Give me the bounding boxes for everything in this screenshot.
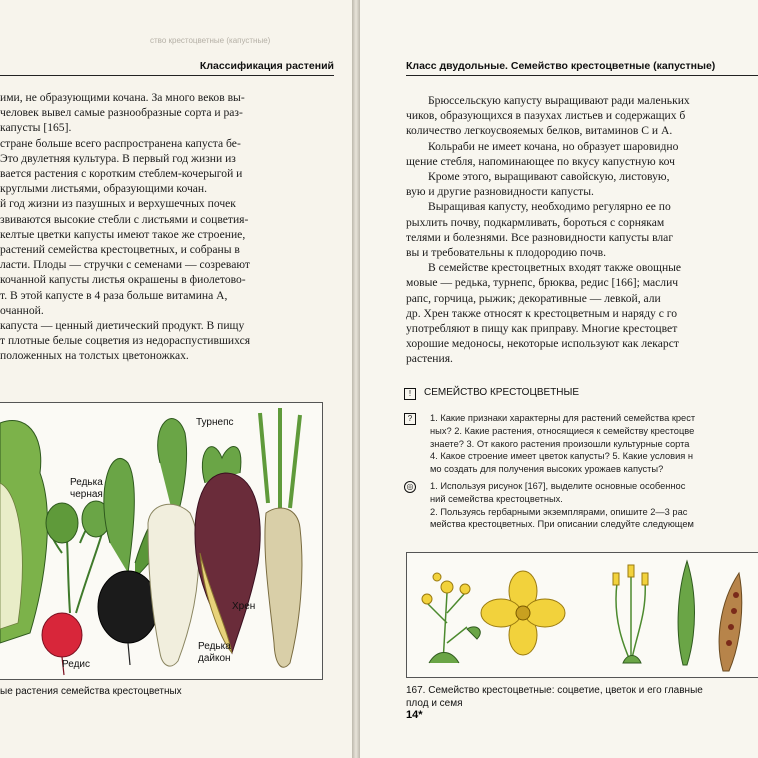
text-line: растения. <box>406 352 453 366</box>
ghost-header: ство крестоцветные (капустные) <box>150 36 271 45</box>
label-radish: Редис <box>62 659 90 670</box>
text-line: Это двулетняя культура. В первый год жизни из <box>0 151 236 165</box>
text-line: й год жизни из пазушных и верхушечных почек <box>0 197 236 211</box>
text-line: телями и болезнями. Все разновидности капусты влаг <box>406 230 674 244</box>
text-line: положенных на толстых цветоножках. <box>0 349 189 363</box>
text-line: 167. Семейство крестоцветные: соцветие, цветок и его главные <box>406 685 703 696</box>
left-running-header: Классификация растений <box>0 60 334 76</box>
text-line: употребляют в пищу как приправу. Многие крестоцвет <box>406 322 678 336</box>
label-black-radish: Редька черная <box>70 477 103 500</box>
page-number: 14* <box>406 709 423 721</box>
right-running-header: Класс двудольные. Семейство крестоцветные (капустные) <box>406 60 758 76</box>
text-line: щение стебля, напоминающее по вкусу капустную коч <box>406 154 675 168</box>
text-line: стране больше всего распространена капуста бе- <box>0 136 241 150</box>
text-line: 1. Какие признаки характерны для растений семейства крест <box>430 413 696 423</box>
text-line: келтые цветки капусты имеют такое же строение, <box>0 227 246 241</box>
text-line: рапс, горчица, рыжик; декоративные — левкой, али <box>406 291 661 305</box>
pod-drawing <box>678 561 694 665</box>
text-line: чиков, образующихся в пазухах листьев и содержащих б <box>406 109 686 123</box>
text-line: круглыми листьями, образующими кочан. <box>0 182 208 196</box>
text-line: хорошие медоносы, некоторые используют как лекарст <box>406 337 679 351</box>
text-line: рыхлить почву, подкармливать, бороться с сорнякам <box>406 215 665 229</box>
text-line: вается растения с коротким стеблем-кочерыгой и <box>0 167 243 181</box>
right-figure-caption <box>406 684 703 710</box>
text-line: 4. Какое строение имеет цветок капусты? 5. Какие условия н <box>430 451 694 462</box>
horseradish-drawing <box>260 408 302 667</box>
crucifer-figure <box>406 552 758 678</box>
turnip-drawing <box>195 447 260 653</box>
text-line: ных? 2. Какие растения, относящиеся к семейству крестоцве <box>430 425 695 436</box>
inflorescence-drawing <box>422 573 480 663</box>
right-body-text <box>406 93 758 367</box>
text-line: Кроме этого, выращивают савойскую, листовую, <box>428 170 670 184</box>
text-line: очанной. <box>0 303 44 317</box>
tasks-block <box>404 480 694 531</box>
text-line: плод и семя <box>406 698 463 709</box>
left-body-text <box>0 90 352 364</box>
text-line: звиваются высокие стебли с листьями и соцветия- <box>0 212 249 226</box>
left-page <box>0 0 352 758</box>
book-gutter <box>352 0 360 758</box>
text-line: вы и требовательны к плодородию почв. <box>406 246 606 260</box>
right-page <box>360 0 758 758</box>
text-line: вую и другие разновидности капусты. <box>406 185 594 199</box>
text-line: Выращивая капусту, необходимо регулярно ее по <box>428 200 671 214</box>
label-turnip: Турнепс <box>196 417 234 428</box>
question-icon: ? <box>404 413 416 425</box>
text-line: растений семейства крестоцветных, и собраны в <box>0 243 240 257</box>
text-line: кочанной капусты листья окрашены в фиолетово- <box>0 273 246 287</box>
text-line: ими, не образующими кочана. За много веков вы- <box>0 91 245 104</box>
text-line: мо создать для получения высоких урожаев капусты? <box>430 464 664 475</box>
text-line: др. Хрен также относят к крестоцветным и наряду с го <box>406 306 678 320</box>
vegetables-figure <box>0 402 323 680</box>
target-icon: ◎ <box>404 481 416 493</box>
left-figure-caption: ые растения семейства крестоцветных <box>0 686 182 697</box>
text-line: капуста — ценный диетический продукт. В пищу <box>0 319 245 333</box>
cabbage-drawing <box>0 420 47 643</box>
section-title: СЕМЕЙСТВО КРЕСТОЦВЕТНЫЕ <box>424 387 580 398</box>
flower-drawing <box>481 571 565 655</box>
text-line: ний семейства крестоцветных. <box>430 493 563 504</box>
text-line: капусты [165]. <box>0 121 72 135</box>
text-line: ласти. Плоды — стручки с семенами — созревают <box>0 258 250 272</box>
seeds-drawing <box>719 573 742 671</box>
daikon-drawing <box>148 419 199 666</box>
text-line: 2. Пользуясь гербарными экземплярами, опишите 2—3 рас <box>430 506 688 517</box>
text-line: Брюссельскую капусту выращивают ради маленьких <box>428 94 690 107</box>
text-line: Кольраби не имеет кочана, но образует шаровидно <box>428 139 679 153</box>
text-line: человек вывел самые разнообразные сорта и раз- <box>0 106 243 120</box>
pistil-stamens-drawing <box>613 565 648 663</box>
label-horseradish: Хрен <box>232 601 256 612</box>
text-line: т. В этой капусте в 4 раза больше витамина А, <box>0 288 228 302</box>
text-line: В семействе крестоцветных входят также овощные <box>428 261 682 275</box>
text-line: мовые — редька, турнепс, брюква, редис [166]; маслич <box>406 276 679 290</box>
text-line: знаете? 3. От какого растения произошли культурные сорта <box>430 438 690 449</box>
text-line: количество легкоусвояемых белков, витаминов С и А. <box>406 124 673 138</box>
label-daikon: Редька дайкон <box>198 641 231 664</box>
vegetables-illustration <box>0 403 322 679</box>
exclamation-icon: ! <box>404 388 416 400</box>
text-line: 1. Используя рисунок [167], выделите основные особеннос <box>430 481 686 491</box>
tasks-list <box>404 480 694 531</box>
radish-drawing <box>42 501 110 675</box>
section-heading <box>404 387 579 400</box>
crucifer-illustration <box>407 553 758 677</box>
text-line: мейства крестоцветных. При описании следуйте следующем <box>430 519 694 530</box>
questions-list <box>404 412 695 476</box>
questions-block <box>404 412 695 476</box>
text-line: т плотные белые соцветия из недораспустившихся <box>0 334 251 348</box>
